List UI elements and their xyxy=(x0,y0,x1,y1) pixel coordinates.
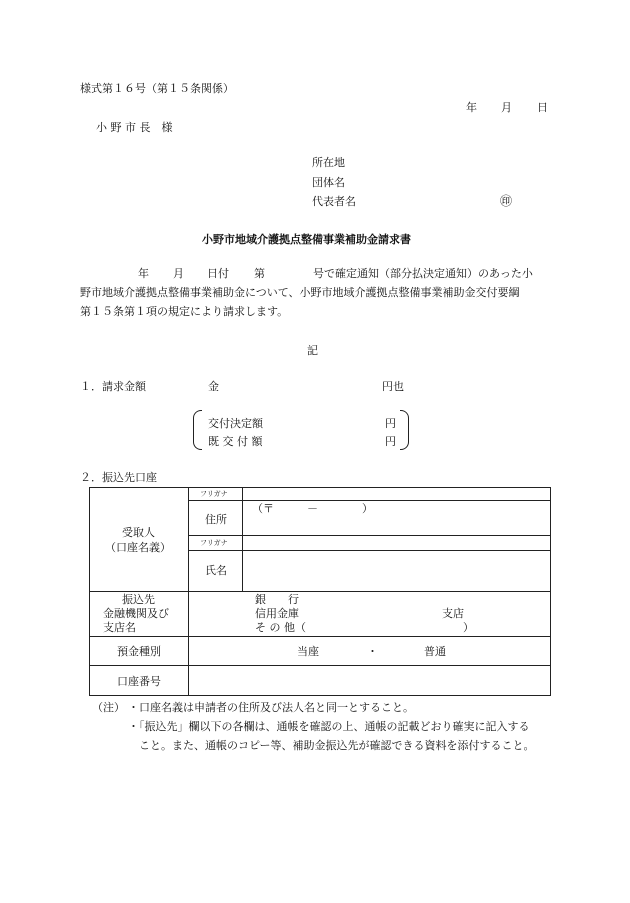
deposit-option-ordinary[interactable]: 普通 xyxy=(424,645,446,658)
deposit-separator: ・ xyxy=(367,645,378,658)
date-year: 年 xyxy=(466,101,477,114)
furigana-label-2: フリガナ xyxy=(200,539,228,547)
ki-heading: 記 xyxy=(307,344,318,357)
section1-label: １．請求金額 xyxy=(80,380,146,393)
bank-option-bank[interactable]: 銀 行 xyxy=(255,593,299,606)
enya-label: 円也 xyxy=(382,380,404,393)
body-line2: 野市地域介護拠点整備事業補助金について、小野市地域介護拠点整備事業補助金交付要綱 xyxy=(80,286,520,299)
bank-option-shinkin[interactable]: 信用金庫 xyxy=(255,607,299,620)
furigana-label-1: フリガナ xyxy=(200,490,228,498)
deposit-option-current[interactable]: 当座 xyxy=(297,645,319,658)
body-line3: 第１５条第１項の規定により請求します。 xyxy=(80,305,289,318)
addressee: 小 野 市 長 様 xyxy=(96,121,173,134)
recipient-label: 受取人 xyxy=(122,526,155,539)
notes-prefix: （注） xyxy=(92,701,125,714)
form-number: 様式第１６号（第１５条関係） xyxy=(80,82,234,95)
deposit-type-label: 預金種別 xyxy=(117,645,161,658)
kikofu-unit: 円 xyxy=(385,435,396,448)
right-brace xyxy=(400,410,409,450)
bank-label-2: 金融機関及び xyxy=(103,607,169,620)
bank-label-3: 支店名 xyxy=(103,621,136,634)
bank-label-1: 振込先 xyxy=(122,593,155,606)
date-day: 日 xyxy=(537,101,548,114)
note-1: ・口座名義は申請者の住所及び法人名と同一とすること。 xyxy=(128,701,414,714)
account-number-label: 口座番号 xyxy=(117,675,161,688)
body-day: 日付 xyxy=(207,267,229,280)
kin-label: 金 xyxy=(208,380,219,393)
note-2a: ・「振込先」欄以下の各欄は、通帳を確認の上、通帳の記載どおり確実に記入する xyxy=(128,720,530,733)
name-row-label: 氏名 xyxy=(205,564,227,577)
note-2b: こと。また、通帳のコピー等、補助金振込先が確認できる資料を添付すること。 xyxy=(139,739,535,752)
bank-option-other[interactable]: そ の 他（ xyxy=(255,621,306,634)
kofu-label: 交付決定額 xyxy=(208,417,263,430)
date-month: 月 xyxy=(501,101,512,114)
seal-mark: ㊞ xyxy=(500,194,513,208)
address-row-label: 住所 xyxy=(205,513,227,526)
body-month: 月 xyxy=(173,267,184,280)
rep-label: 代表者名 xyxy=(312,195,356,208)
org-label: 団体名 xyxy=(312,176,345,189)
document-title: 小野市地域介護拠点整備事業補助金請求書 xyxy=(202,233,411,246)
kofu-unit: 円 xyxy=(385,417,396,430)
recipient-sub-label: （口座名義） xyxy=(105,541,171,554)
bank-other-close: ） xyxy=(463,621,474,634)
kikofu-label: 既 交 付 額 xyxy=(208,435,263,448)
branch-label: 支店 xyxy=(442,607,464,620)
address-label: 所在地 xyxy=(312,156,345,169)
postal-code-field[interactable]: （〒 － ） xyxy=(252,502,373,515)
body-no: 第 xyxy=(254,267,265,280)
body-line1-rest: 号で確定通知（部分払決定通知）のあった小 xyxy=(313,267,533,280)
left-brace xyxy=(193,410,202,450)
body-year: 年 xyxy=(138,267,149,280)
section2-label: ２．振込先口座 xyxy=(80,471,157,484)
